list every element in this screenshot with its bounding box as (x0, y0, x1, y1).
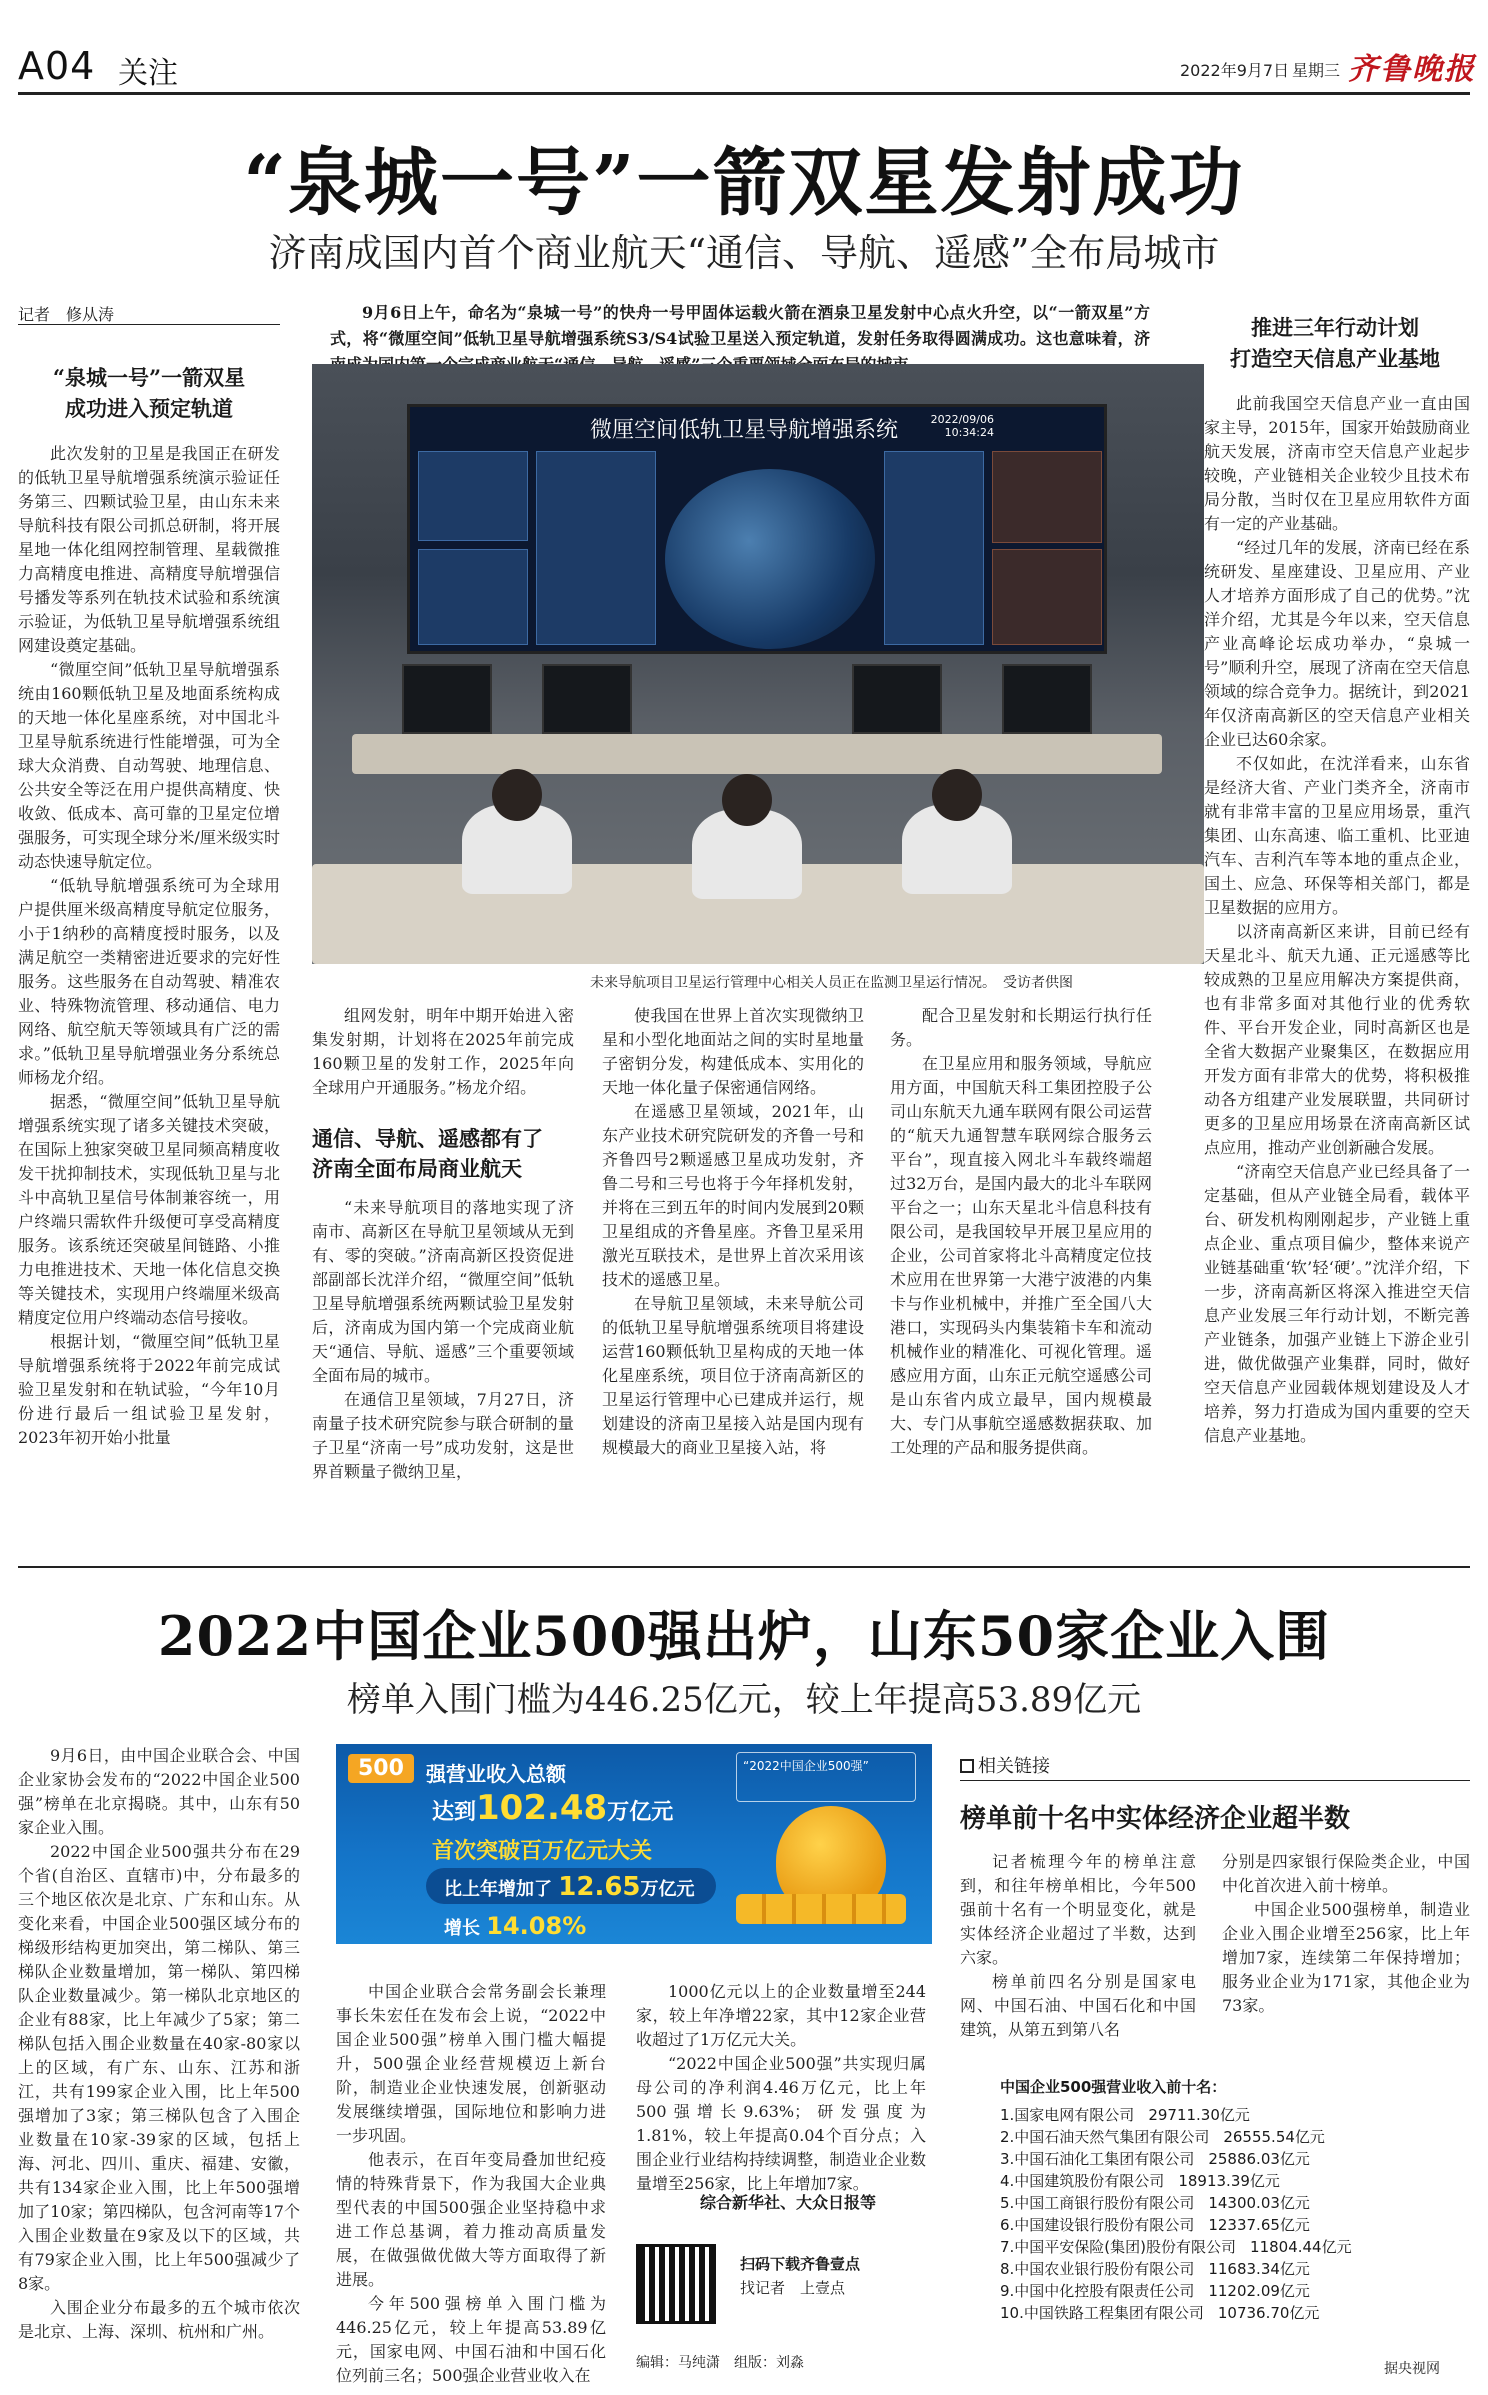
paragraph: “未来导航项目的落地实现了济南市、高新区在导航卫星领域从无到有、零的突破。”济南高新区投资促进部副部长沈洋介绍，“微厘空间”低轨卫星导航增强系统两颗试验卫星发射后，济南成为国内第一个完成商业航天“通信、导航、遥感”三个重要领域全面布局的城市。 (312, 1198, 574, 1385)
related-box-icon (960, 1759, 974, 1773)
side-title-left-line2: 成功进入预定轨道 (65, 396, 233, 421)
watermark: 据央视网 (1384, 2361, 1440, 2377)
article1-col5 (1204, 392, 1470, 1544)
section-divider (18, 1566, 1470, 1568)
company-name: 3.中国石油化工集团有限公司 (1000, 2150, 1195, 2168)
article1-col4 (890, 1004, 1152, 1544)
monitor (542, 664, 632, 734)
company-name: 10.中国铁路工程集团有限公司 (1000, 2304, 1204, 2322)
paragraph: 配合卫星发射和长期运行执行任务。 (890, 1006, 1152, 1049)
article2-col3 (636, 1980, 926, 2196)
paragraph: 中国企业500强榜单，制造业企业入围企业增至256家，比上年增加7家，连续第二年保持增加；服务业企业为171家，其他企业为73家。 (1222, 1900, 1470, 2015)
revenue-infographic (336, 1744, 932, 1944)
monitor (1002, 664, 1092, 734)
related-tag-text: 相关链接 (978, 1756, 1050, 1777)
masthead-logo: 齐鲁晚报 (1348, 52, 1476, 87)
company-revenue: 11202.09亿元 (1208, 2282, 1310, 2300)
issue-weekday: 星期三 (1292, 61, 1341, 80)
infographic-badge: 500 (348, 1754, 414, 1783)
revenue-total-value: 102.48 (476, 1788, 608, 1828)
related-title: 榜单前十名中实体经济企业超半数 (960, 1804, 1351, 1834)
company-revenue: 18913.39亿元 (1178, 2172, 1280, 2190)
monitor (852, 664, 942, 734)
person-head (492, 769, 542, 821)
article1-headline: “泉城一号”一箭双星发射成功 (243, 140, 1245, 226)
side-title-right-line2: 打造空天信息产业基地 (1230, 346, 1440, 371)
top10-list-item (1000, 2302, 1470, 2324)
company-revenue: 11804.44亿元 (1250, 2238, 1352, 2256)
article2-col1 (18, 1744, 300, 2364)
paragraph: “2022中国企业500强”共实现归属母公司的净利润4.46万亿元，比上年500强增长9.63%；研发强度为1.81%，较上年提高0.04个百分点；入围企业行业结构持续调整，制造业企业数量增至256家，比上年增加7家。 (636, 2054, 926, 2193)
article1-col1 (18, 442, 280, 1542)
paragraph: “低轨导航增强系统可为全球用户提供厘米级高精度导航定位服务，小于1纳秒的高精度授时服务，以及满足航空一类精密进近要求的完好性服务。这些服务在自动驾驶、精准农业、特殊物流管理、移动通信、电力网络、航空航天等领域具有广泛的需求。”低轨卫星导航增强业务分系统总师杨龙介绍。 (18, 876, 280, 1087)
article1-col3 (602, 1004, 864, 1544)
screen-panel (992, 549, 1102, 645)
earth-globe-icon (665, 469, 875, 649)
paragraph: 今年500强榜单入围门槛为446.25亿元，较上年提高53.89亿元，国家电网、中国石油和中国石化位列前三名；500强企业营业收入在 (336, 2294, 606, 2385)
header-rule (18, 92, 1470, 95)
text-span: 增长 (444, 1918, 480, 1939)
company-name: 6.中国建设银行股份有限公司 (1000, 2216, 1195, 2234)
paragraph: 榜单前四名分别是国家电网、中国石油、中国石化和中国建筑，从第五到第八名 (960, 1972, 1196, 2039)
company-revenue: 12337.65亿元 (1208, 2216, 1310, 2234)
company-revenue: 14300.03亿元 (1208, 2194, 1310, 2212)
monitor (402, 664, 492, 734)
article1-byline: 记者 修从涛 (18, 305, 115, 324)
screen-panel (418, 451, 528, 541)
person-head (932, 769, 982, 821)
paragraph: 1000亿元以上的企业数量增至244家，较上年净增22家，其中12家企业营收超过了1万亿元大关。 (636, 1982, 926, 2049)
company-name: 7.中国平安保险(集团)股份有限公司 (1000, 2238, 1237, 2256)
company-revenue: 29711.30亿元 (1148, 2106, 1250, 2124)
infographic-line2 (432, 1788, 673, 1828)
related-col-a (960, 1850, 1196, 2060)
paragraph: 以济南高新区来讲，目前已经有天星北斗、航天九通、正元遥感等比较成熟的卫星应用解决方案提供商，也有非常多面对其他行业的优秀软件、平台开发企业，同时高新区也是全省大数据产业聚集区，在数据应用开发方面有非常大的优势，将积极推动各方组建产业发展联盟，共同研讨更多的卫星应用场景在济南高新区试点应用，推动产业创新融合发展。 (1204, 922, 1470, 1157)
screen-clock: 10:34:24 (944, 426, 994, 439)
text-span: 达到 (432, 1800, 477, 1825)
screen-panel (992, 451, 1102, 543)
related-links-tag (960, 1752, 1050, 1778)
company-name: 2.中国石油天然气集团有限公司 (1000, 2128, 1210, 2146)
article2-subheadline: 榜单入围门槛为446.25亿元，较上年提高53.89亿元 (346, 1680, 1142, 1720)
paragraph: 9月6日，由中国企业联合会、中国企业家协会发布的“2022中国企业500强”榜单在北京揭晓。其中，山东有50家企业入围。 (18, 1746, 300, 1837)
paragraph: 此次发射的卫星是我国正在研发的低轨卫星导航增强系统演示验证任务第三、四颗试验卫星，由山东未来导航科技有限公司抓总研制，将开展星地一体化组网控制管理、星载微推力高精度电推进、高精度导航增强信号播发等系列在轨技术试验和系统演示验证，为低轨卫星导航增强系统组网建设奠定基础。 (18, 444, 280, 655)
infographic-box-title: “2022中国企业500强” (743, 1759, 869, 1773)
issue-date: 2022年9月7日 (1180, 61, 1290, 80)
top10-list-item (1000, 2104, 1470, 2126)
paragraph: 不仅如此，在沈洋看来，山东省是经济大省、产业门类齐全，济南市就有非常丰富的卫星应用场景，重汽集团、山东高速、临工重机、比亚迪汽车、吉利汽车等本地的重点企业，国土、应急、环保等相关部门，都是卫星数据的应用方。 (1204, 754, 1470, 917)
paragraph: 此前我国空天信息产业一直由国家主导，2015年，国家开始鼓励商业航天发展，济南市空天信息产业起步较晚，产业链相关企业较少且技术布局分散，当时仅在卫星应用软件方面有一定的产业基础。 (1204, 394, 1470, 533)
top10-list-item (1000, 2192, 1470, 2214)
screen-panel (536, 451, 656, 645)
company-name: 8.中国农业银行股份有限公司 (1000, 2260, 1195, 2278)
qr-code-icon[interactable] (636, 2244, 716, 2324)
paragraph: 在遥感卫星领域，2021年，山东产业技术研究院研发的齐鲁一号和齐鲁四号2颗遥感卫星成功发射，齐鲁二号和三号也将于今年择机发射，并将在三到五年的时间内发展到20颗卫星组成的齐鲁星座。齐鲁卫星采用激光互联技术，是世界上首次采用该技术的遥感卫星。 (602, 1102, 864, 1289)
side-title-right-line1: 推进三年行动计划 (1251, 315, 1419, 340)
top10-list-item (1000, 2280, 1470, 2302)
article1-col2b (312, 1196, 574, 1546)
side-title-right (1200, 312, 1470, 374)
desk (352, 734, 1162, 774)
paragraph: “微厘空间”低轨卫星导航增强系统由160颗低轨卫星及地面系统构成的天地一体化星座系统，对中国北斗卫星导航系统进行性能增强，可为全球大众消费、自动驾驶、地理信息、公共安全等泛在用户提供高精度、快收敛、低成本、高可靠的卫星定位增强服务，可实现全球分米/厘米级实时动态快速导航定位。 (18, 660, 280, 871)
text-span: 万亿元 (607, 1800, 674, 1825)
infographic-line5 (444, 1912, 586, 1940)
paragraph: 根据计划，“微厘空间”低轨卫星导航增强系统将于2022年前完成试验卫星发射和在轨试验，“今年10月份进行最后一组试验卫星发射，2023年初开始小批量 (18, 1332, 280, 1447)
company-name: 1.国家电网有限公司 (1000, 2106, 1135, 2124)
paragraph: 记者梳理今年的榜单注意到，和往年榜单相比，今年500强前十名有一个明显变化，就是实体经济企业超过了半数，达到六家。 (960, 1852, 1196, 1967)
byline-rule (18, 324, 280, 325)
control-room-photo (312, 364, 1204, 964)
paragraph: 在通信卫星领域，7月27日，济南量子技术研究院参与联合研制的量子卫星“济南一号”成功发射，这是世界首颗量子微纳卫星， (312, 1390, 574, 1481)
person-head (722, 774, 772, 826)
top10-list (1000, 2104, 1470, 2324)
paragraph: 他表示，在百年变局叠加世纪疫情的特殊背景下，作为我国大企业典型代表的中国500强企业坚持稳中求进工作总基调，着力推动高质量发展，在做强做优做大等方面取得了新进展。 (336, 2150, 606, 2289)
company-name: 5.中国工商银行股份有限公司 (1000, 2194, 1195, 2212)
company-revenue: 26555.54亿元 (1223, 2128, 1325, 2146)
mid-title (312, 1124, 574, 1184)
company-name: 9.中国中化控股有限责任公司 (1000, 2282, 1195, 2300)
text-span: 万亿元 (640, 1879, 695, 1900)
article2-source: 综合新华社、大众日报等 (700, 2193, 877, 2212)
top10-list-item (1000, 2214, 1470, 2236)
paragraph: “经过几年的发展，济南已经在系统研发、星座建设、卫星应用、产业人才培养方面形成了自己的优势。”沈洋介绍，尤其是今年以来，空天信息产业高峰论坛成功举办，“泉城一号”顺利升空，展现了济南在空天信息领域的综合竞争力。据统计，到2021年仅济南高新区的空天信息产业相关企业已达60余家。 (1204, 538, 1470, 749)
related-col-b (1222, 1850, 1470, 2018)
paragraph: 在卫星应用和服务领域，导航应用方面，中国航天科工集团控股子公司山东航天九通车联网有限公司运营的“航天九通智慧车联网综合服务云平台”，现直接入网北斗车载终端超过32万台，是国内最大的北斗车联网平台之一；山东天星北斗信息科技有限公司，是我国较早开展卫星应用的企业，公司首家将北斗高精度定位技术应用在世界第一大港宁波港的内集卡与作业机械中，并推广至全国八大港口，实现码头内集装箱卡车和流动机械作业的精准化、可视化管理。遥感应用方面，山东正元航空遥感公司是山东省内成立最早，国内规模最大、专门从事航空遥感数据获取、加工处理的产品和服务提供商。 (890, 1054, 1152, 1457)
mid-title-line1: 通信、导航、遥感都有了 (312, 1126, 543, 1151)
editor-credit: 编辑：马纯潇 组版：刘淼 (636, 2355, 804, 2371)
article1-col2 (312, 1004, 574, 1100)
screen-title: 微厘空间低轨卫星导航增强系统 (590, 418, 899, 443)
infographic-line1: 强营业收入总额 (426, 1762, 566, 1786)
coin-stack-icon (736, 1894, 906, 1924)
paragraph: 分别是四家银行保险类企业，中国中化首次进入前十榜单。 (1222, 1852, 1470, 1895)
page-number: A04 (18, 44, 96, 88)
article1-subheadline: 济南成国内首个商业航天“通信、导航、遥感”全布局城市 (268, 231, 1220, 275)
paragraph: 在导航卫星领域，未来导航公司的低轨卫星导航增强系统项目将建设运营160颗低轨卫星构成的天地一体化星座系统，项目位于济南高新区的卫星运行管理中心已建成并运行，规划建设的济南卫星接入站是国内现有规模最大的商业卫星接入站，将 (602, 1294, 864, 1457)
screen-date: 2022/09/06 (930, 413, 994, 426)
screen-panel (418, 549, 528, 645)
increase-value: 12.65 (558, 1872, 641, 1902)
video-wall (407, 404, 1107, 654)
screen-panel (884, 451, 984, 645)
infographic-line4 (444, 1872, 695, 1902)
paragraph: 使我国在世界上首次实现微纳卫星和小型化地面站之间的实时星地量子密钥分发，构建低成本、实用化的天地一体化量子保密通信网络。 (602, 1006, 864, 1097)
qr-caption (740, 2252, 860, 2300)
mid-title-line2: 济南全面布局商业航天 (312, 1156, 522, 1181)
paragraph: 中国企业联合会常务副会长兼理事长朱宏任在发布会上说，“2022中国企业500强”榜单入围门槛大幅提升，500强企业经营规模迈上新台阶，制造业企业快速发展，创新驱动发展继续增强，国际地位和影响力进一步巩固。 (336, 1982, 606, 2145)
top10-list-title: 中国企业500强营业收入前十名： (1000, 2078, 1227, 2096)
screen-timestamp (931, 413, 994, 439)
growth-rate-value: 14.08% (486, 1912, 587, 1940)
qr-caption-line2: 找记者 上壹点 (740, 2279, 846, 2297)
qr-caption-line1: 扫码下载齐鲁壹点 (740, 2255, 861, 2273)
top10-list-item (1000, 2148, 1470, 2170)
paragraph: 2022中国企业500强共分布在29个省(自治区、直辖市)中，分布最多的三个地区依次是北京、广东和山东。从变化来看，中国企业500强区域分布的梯级形结构更加突出，第二梯队、第三梯队企业数量增加，第一梯队、第四梯队企业数量减少。第一梯队北京地区的企业有88家，比上年减少了5家；第二梯队包括入围企业数量在40家-80家以上的区域，有广东、山东、江苏和浙江，共有199家企业入围，比上年500强增加了3家；第三梯队包含了入围企业数量在10家-39家的区域，包括上海、河北、四川、重庆、福建、安徽，共有134家企业入围，比上年500强增加了10家；第四梯队，包含河南等17个入围企业数量在9家及以下的区域，共有79家企业入围，比上年500强减少了8家。 (18, 1842, 300, 2293)
photo-caption: 未来导航项目卫星运行管理中心相关人员正在监测卫星运行情况。 受访者供图 (590, 975, 1073, 991)
paragraph: 入围企业分布最多的五个城市依次是北京、上海、深圳、杭州和广州。 (18, 2298, 300, 2341)
paragraph: “济南空天信息产业已经具备了一定基础，但从产业链全局看，载体平台、研发机构刚刚起步，产业链上重点企业、重点项目偏少，整体来说产业链基础重‘软’轻‘硬’。”沈洋介绍，下一步，济南高新区将深入推进空天信息产业发展三年行动计划，不断完善产业链条，加强产业链上下游企业引进，做优做强产业集群，同时，做好空天信息产业园载体规划建设及人才培养，努力打造成为国内重要的空天信息产业基地。 (1204, 1162, 1470, 1445)
article2-col2 (336, 1980, 606, 2385)
top10-list-item (1000, 2170, 1470, 2192)
infographic-line3: 首次突破百万亿元大关 (432, 1839, 653, 1864)
company-revenue: 11683.34亿元 (1208, 2260, 1310, 2278)
side-title-left-line1: “泉城一号”一箭双星 (52, 365, 246, 390)
company-revenue: 25886.03亿元 (1208, 2150, 1310, 2168)
paragraph: 组网发射，明年中期开始进入密集发射期，计划将在2025年前完成160颗卫星的发射工作，2025年向全球用户开通服务。”杨龙介绍。 (312, 1006, 574, 1097)
company-revenue: 10736.70亿元 (1217, 2304, 1320, 2322)
paragraph: 据悉，“微厘空间”低轨卫星导航增强系统实现了诸多关键技术突破，在国际上独家突破卫星同频高精度收发干扰抑制技术，实现低轨卫星与北斗中高轨卫星信号体制兼容统一，用户终端只需软件升级便可享受高精度服务。该系统还突破星间链路、小推力电推进技术、天地一体化信息交换等关键技术，实现用户终端厘米级高精度定位用户终端动态信号接收。 (18, 1092, 280, 1327)
top10-list-item (1000, 2258, 1470, 2280)
article1-lead: 9月6日上午，命名为“泉城一号”的快舟一号甲固体运载火箭在酒泉卫星发射中心点火升空，以“一箭双星”方式，将“微厘空间”低轨卫星导航增强系统S3/S4试验卫星送入预定轨道，发射任务取得圆满成功。这也意味着，济 (330, 303, 1150, 348)
company-name: 4.中国建筑股份有限公司 (1000, 2172, 1165, 2190)
side-title-left (18, 362, 280, 424)
top10-list-item (1000, 2236, 1470, 2258)
text-span: 比上年增加了 (444, 1879, 552, 1900)
section-label: 关注 (118, 56, 178, 91)
related-rule (960, 1780, 1470, 1781)
article2-headline: 2022中国企业500强出炉，山东50家企业入围 (157, 1604, 1331, 1668)
top10-list-item (1000, 2126, 1470, 2148)
infographic-box (736, 1752, 916, 1802)
